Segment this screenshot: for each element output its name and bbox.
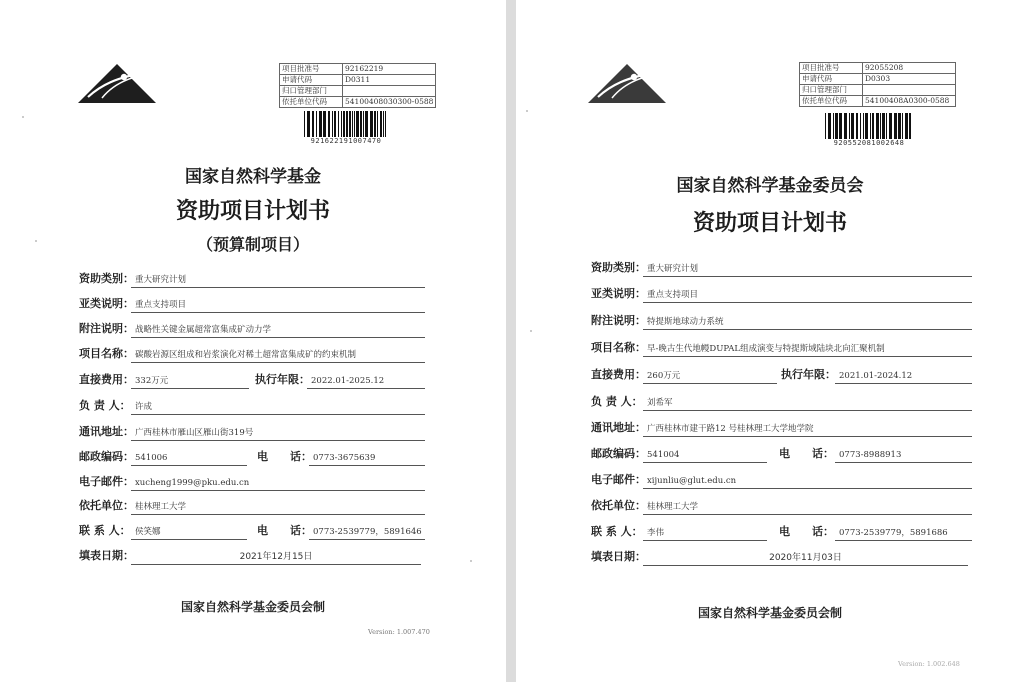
barcode-bar <box>872 113 874 139</box>
barcode-bar <box>835 113 838 139</box>
barcode-bar <box>377 111 378 137</box>
nsfc-logo <box>78 62 156 104</box>
scan-speck <box>35 240 37 242</box>
barcode-bar <box>332 111 333 137</box>
meta-value: D0303 <box>863 74 956 85</box>
version-label: Version: 1.007.470 <box>368 628 430 636</box>
field-label: 邮政编码： <box>591 447 646 460</box>
field-funding-period <box>591 366 971 384</box>
meta-label: 归口管理部门 <box>800 85 863 96</box>
field-label: 项目名称： <box>79 347 134 360</box>
barcode-bar <box>385 111 386 137</box>
field-label: 附注说明： <box>591 314 646 327</box>
field-label: 负 责 人： <box>591 395 643 408</box>
field-value: 重点支持项目 <box>643 287 972 303</box>
field-unit <box>79 497 424 515</box>
meta-row <box>800 74 956 85</box>
barcode <box>824 113 914 147</box>
barcode-bar <box>374 111 376 137</box>
barcode-bar <box>316 111 317 137</box>
barcode <box>303 111 389 145</box>
field-label: 填表日期： <box>79 549 134 562</box>
field-value: 广西桂林市建干路12 号桂林理工大学地学院 <box>643 421 972 437</box>
barcode-bar <box>870 113 871 139</box>
barcode-bar <box>833 113 834 139</box>
field-contact <box>79 522 424 540</box>
field-label: 电子邮件： <box>591 473 646 486</box>
field-label: 依托单位： <box>591 499 646 512</box>
field-value: 2020年11月03日 <box>643 550 968 566</box>
field-label: 通讯地址： <box>591 421 646 434</box>
field-label: 亚类说明： <box>79 297 134 310</box>
field-label: 资助类别： <box>591 261 646 274</box>
field-value: 早-晚古生代地幔DUPAL组成演变与特提斯域陆块北向汇聚机制 <box>643 341 972 357</box>
barcode-bar <box>363 111 364 137</box>
field-value: 刘希军 <box>643 395 972 411</box>
barcode-number: 920552081002648 <box>833 139 905 147</box>
meta-row <box>280 86 436 97</box>
barcode-bar <box>882 113 885 139</box>
barcode-bar <box>380 111 382 137</box>
barcode-bar <box>851 113 854 139</box>
field-value: 碳酸岩源区组成和岩浆演化对稀土超常富集成矿的约束机制 <box>131 347 425 363</box>
barcode-bar <box>360 111 362 137</box>
meta-value: 92055208 <box>863 63 956 74</box>
field-label: 联 系 人： <box>79 524 131 537</box>
field-funding-period <box>79 371 424 389</box>
barcode-bar <box>839 113 842 139</box>
title-main: 资助项目计划书 <box>175 199 330 224</box>
barcode-bar <box>349 111 351 137</box>
barcode-bar <box>863 113 864 139</box>
title-org: 国家自然科学基金 <box>185 167 321 187</box>
barcode-bar <box>383 111 384 137</box>
barcode-bar <box>876 113 879 139</box>
barcode-bar <box>844 113 847 139</box>
field-label: 依托单位： <box>79 499 134 512</box>
barcode-bar <box>346 111 348 137</box>
field-note <box>79 320 424 338</box>
field-value: 广西桂林市雁山区雁山街319号 <box>131 425 425 441</box>
barcode-bar <box>865 113 868 139</box>
meta-value: 54100408030300-0588 <box>343 97 436 108</box>
field-label: 电 话： <box>257 450 312 463</box>
field-email <box>79 473 424 491</box>
field-value: xucheng1999@pku.edu.cn <box>131 475 425 491</box>
field-label: 直接费用： <box>591 368 646 381</box>
barcode-bar <box>307 111 310 137</box>
barcode-bar <box>338 111 339 137</box>
barcode-bar <box>909 113 911 139</box>
title-org: 国家自然科学基金委员会 <box>676 176 864 196</box>
project-meta-table <box>279 63 436 108</box>
field-value: 2021年12月15日 <box>131 549 421 565</box>
field-project <box>591 339 971 357</box>
field-email <box>591 471 971 489</box>
barcode-bar <box>886 113 887 139</box>
barcode-bar <box>343 111 345 137</box>
field-postcode-phone <box>591 445 971 463</box>
barcode-bars <box>303 111 389 137</box>
field-value: 桂林理工大学 <box>643 499 972 515</box>
meta-value: 92162219 <box>343 64 436 75</box>
barcode-bar <box>328 111 330 137</box>
meta-label: 申请代码 <box>280 75 343 86</box>
footer-issuer: 国家自然科学基金委员会制 <box>697 606 842 620</box>
title-sub: （预算制项目） <box>196 235 309 254</box>
barcode-bars <box>824 113 914 139</box>
field-project <box>79 345 424 363</box>
barcode-bar <box>856 113 858 139</box>
field-leader <box>79 397 424 415</box>
field-value: 260万元 <box>643 368 777 384</box>
field-label: 亚类说明： <box>591 287 646 300</box>
field-value: 0773-8988913 <box>835 447 972 463</box>
field-value: xijunliu@glut.edu.cn <box>643 473 972 489</box>
barcode-bar <box>889 113 892 139</box>
field-leader <box>591 393 971 411</box>
field-label: 通讯地址： <box>79 425 134 438</box>
barcode-bar <box>905 113 908 139</box>
field-value: 李伟 <box>643 525 767 541</box>
field-value: 0773-2539779，5891686 <box>835 525 972 541</box>
barcode-bar <box>312 111 314 137</box>
field-label: 资助类别： <box>79 272 134 285</box>
field-value: 541004 <box>643 447 767 463</box>
barcode-bar <box>319 111 322 137</box>
field-unit <box>591 497 971 515</box>
barcode-bar <box>370 111 373 137</box>
field-label: 项目名称： <box>591 341 646 354</box>
field-label: 直接费用： <box>79 373 134 386</box>
field-label: 联 系 人： <box>591 525 643 538</box>
scan-speck <box>530 330 532 332</box>
barcode-bar <box>341 111 342 137</box>
meta-value <box>863 85 956 96</box>
field-address <box>591 419 971 437</box>
field-value: 0773-3675639 <box>309 450 425 466</box>
barcode-bar <box>334 111 336 137</box>
field-value: 2021.01-2024.12 <box>835 368 972 384</box>
meta-row <box>280 97 436 108</box>
field-value: 332万元 <box>131 373 249 389</box>
field-value: 541006 <box>131 450 247 466</box>
barcode-bar <box>902 113 903 139</box>
field-label: 执行年限： <box>781 368 836 381</box>
meta-label: 依托单位代码 <box>280 97 343 108</box>
scan-speck <box>526 110 528 112</box>
field-value: 桂林理工大学 <box>131 499 425 515</box>
left-document-page <box>0 0 506 682</box>
nsfc-logo <box>588 62 666 104</box>
field-value: 重大研究计划 <box>643 261 972 277</box>
meta-label: 归口管理部门 <box>280 86 343 97</box>
field-value: 0773-2539779，5891646 <box>309 524 425 540</box>
meta-value: 54100408A0300-0588 <box>863 96 956 107</box>
barcode-bar <box>825 113 826 139</box>
page-gap <box>506 0 516 682</box>
meta-label: 申请代码 <box>800 74 863 85</box>
field-value: 侯笑娜 <box>131 524 247 540</box>
field-label: 电 话： <box>779 525 834 538</box>
meta-row <box>800 63 956 74</box>
meta-value <box>343 86 436 97</box>
field-value: 战略性关键金属超常富集成矿动力学 <box>131 322 425 338</box>
title-main: 资助项目计划书 <box>692 211 847 236</box>
meta-label: 依托单位代码 <box>800 96 863 107</box>
field-category <box>591 259 971 277</box>
field-address <box>79 423 424 441</box>
barcode-bar <box>828 113 831 139</box>
barcode-bar <box>304 111 305 137</box>
footer-issuer: 国家自然科学基金委员会制 <box>180 600 325 614</box>
field-value: 重大研究计划 <box>131 272 425 288</box>
barcode-bar <box>894 113 897 139</box>
barcode-bar <box>352 111 353 137</box>
field-label: 电 话： <box>257 524 312 537</box>
barcode-bar <box>365 111 368 137</box>
meta-row <box>280 75 436 86</box>
barcode-number: 921622191007470 <box>310 137 382 145</box>
scan-speck <box>22 116 24 118</box>
field-subcategory <box>591 285 971 303</box>
field-category <box>79 270 424 288</box>
field-value: 特提斯地球动力系统 <box>643 314 972 330</box>
barcode-bar <box>860 113 861 139</box>
meta-value: D0311 <box>343 75 436 86</box>
meta-label: 项目批准号 <box>800 63 863 74</box>
meta-label: 项目批准号 <box>280 64 343 75</box>
field-value: 许成 <box>131 399 425 415</box>
field-date <box>79 547 424 565</box>
field-value: 2022.01-2025.12 <box>307 373 425 389</box>
meta-row <box>800 85 956 96</box>
barcode-bar <box>880 113 881 139</box>
barcode-bar <box>356 111 359 137</box>
field-date <box>591 548 971 566</box>
scan-speck <box>470 560 472 562</box>
field-value: 重点支持项目 <box>131 297 425 313</box>
field-label: 电子邮件： <box>79 475 134 488</box>
barcode-bar <box>849 113 850 139</box>
meta-row <box>280 64 436 75</box>
field-label: 附注说明： <box>79 322 134 335</box>
field-postcode-phone <box>79 448 424 466</box>
field-subcategory <box>79 295 424 313</box>
right-document-page <box>516 0 1024 682</box>
field-label: 负 责 人： <box>79 399 131 412</box>
field-label: 电 话： <box>779 447 834 460</box>
field-contact <box>591 523 971 541</box>
barcode-bar <box>354 111 355 137</box>
barcode-bar <box>323 111 326 137</box>
project-meta-table <box>799 62 956 107</box>
field-note <box>591 312 971 330</box>
field-label: 邮政编码： <box>79 450 134 463</box>
field-label: 执行年限： <box>255 373 310 386</box>
field-label: 填表日期： <box>591 550 646 563</box>
barcode-bar <box>898 113 901 139</box>
version-label: Version: 1.002.648 <box>898 660 960 668</box>
meta-row <box>800 96 956 107</box>
